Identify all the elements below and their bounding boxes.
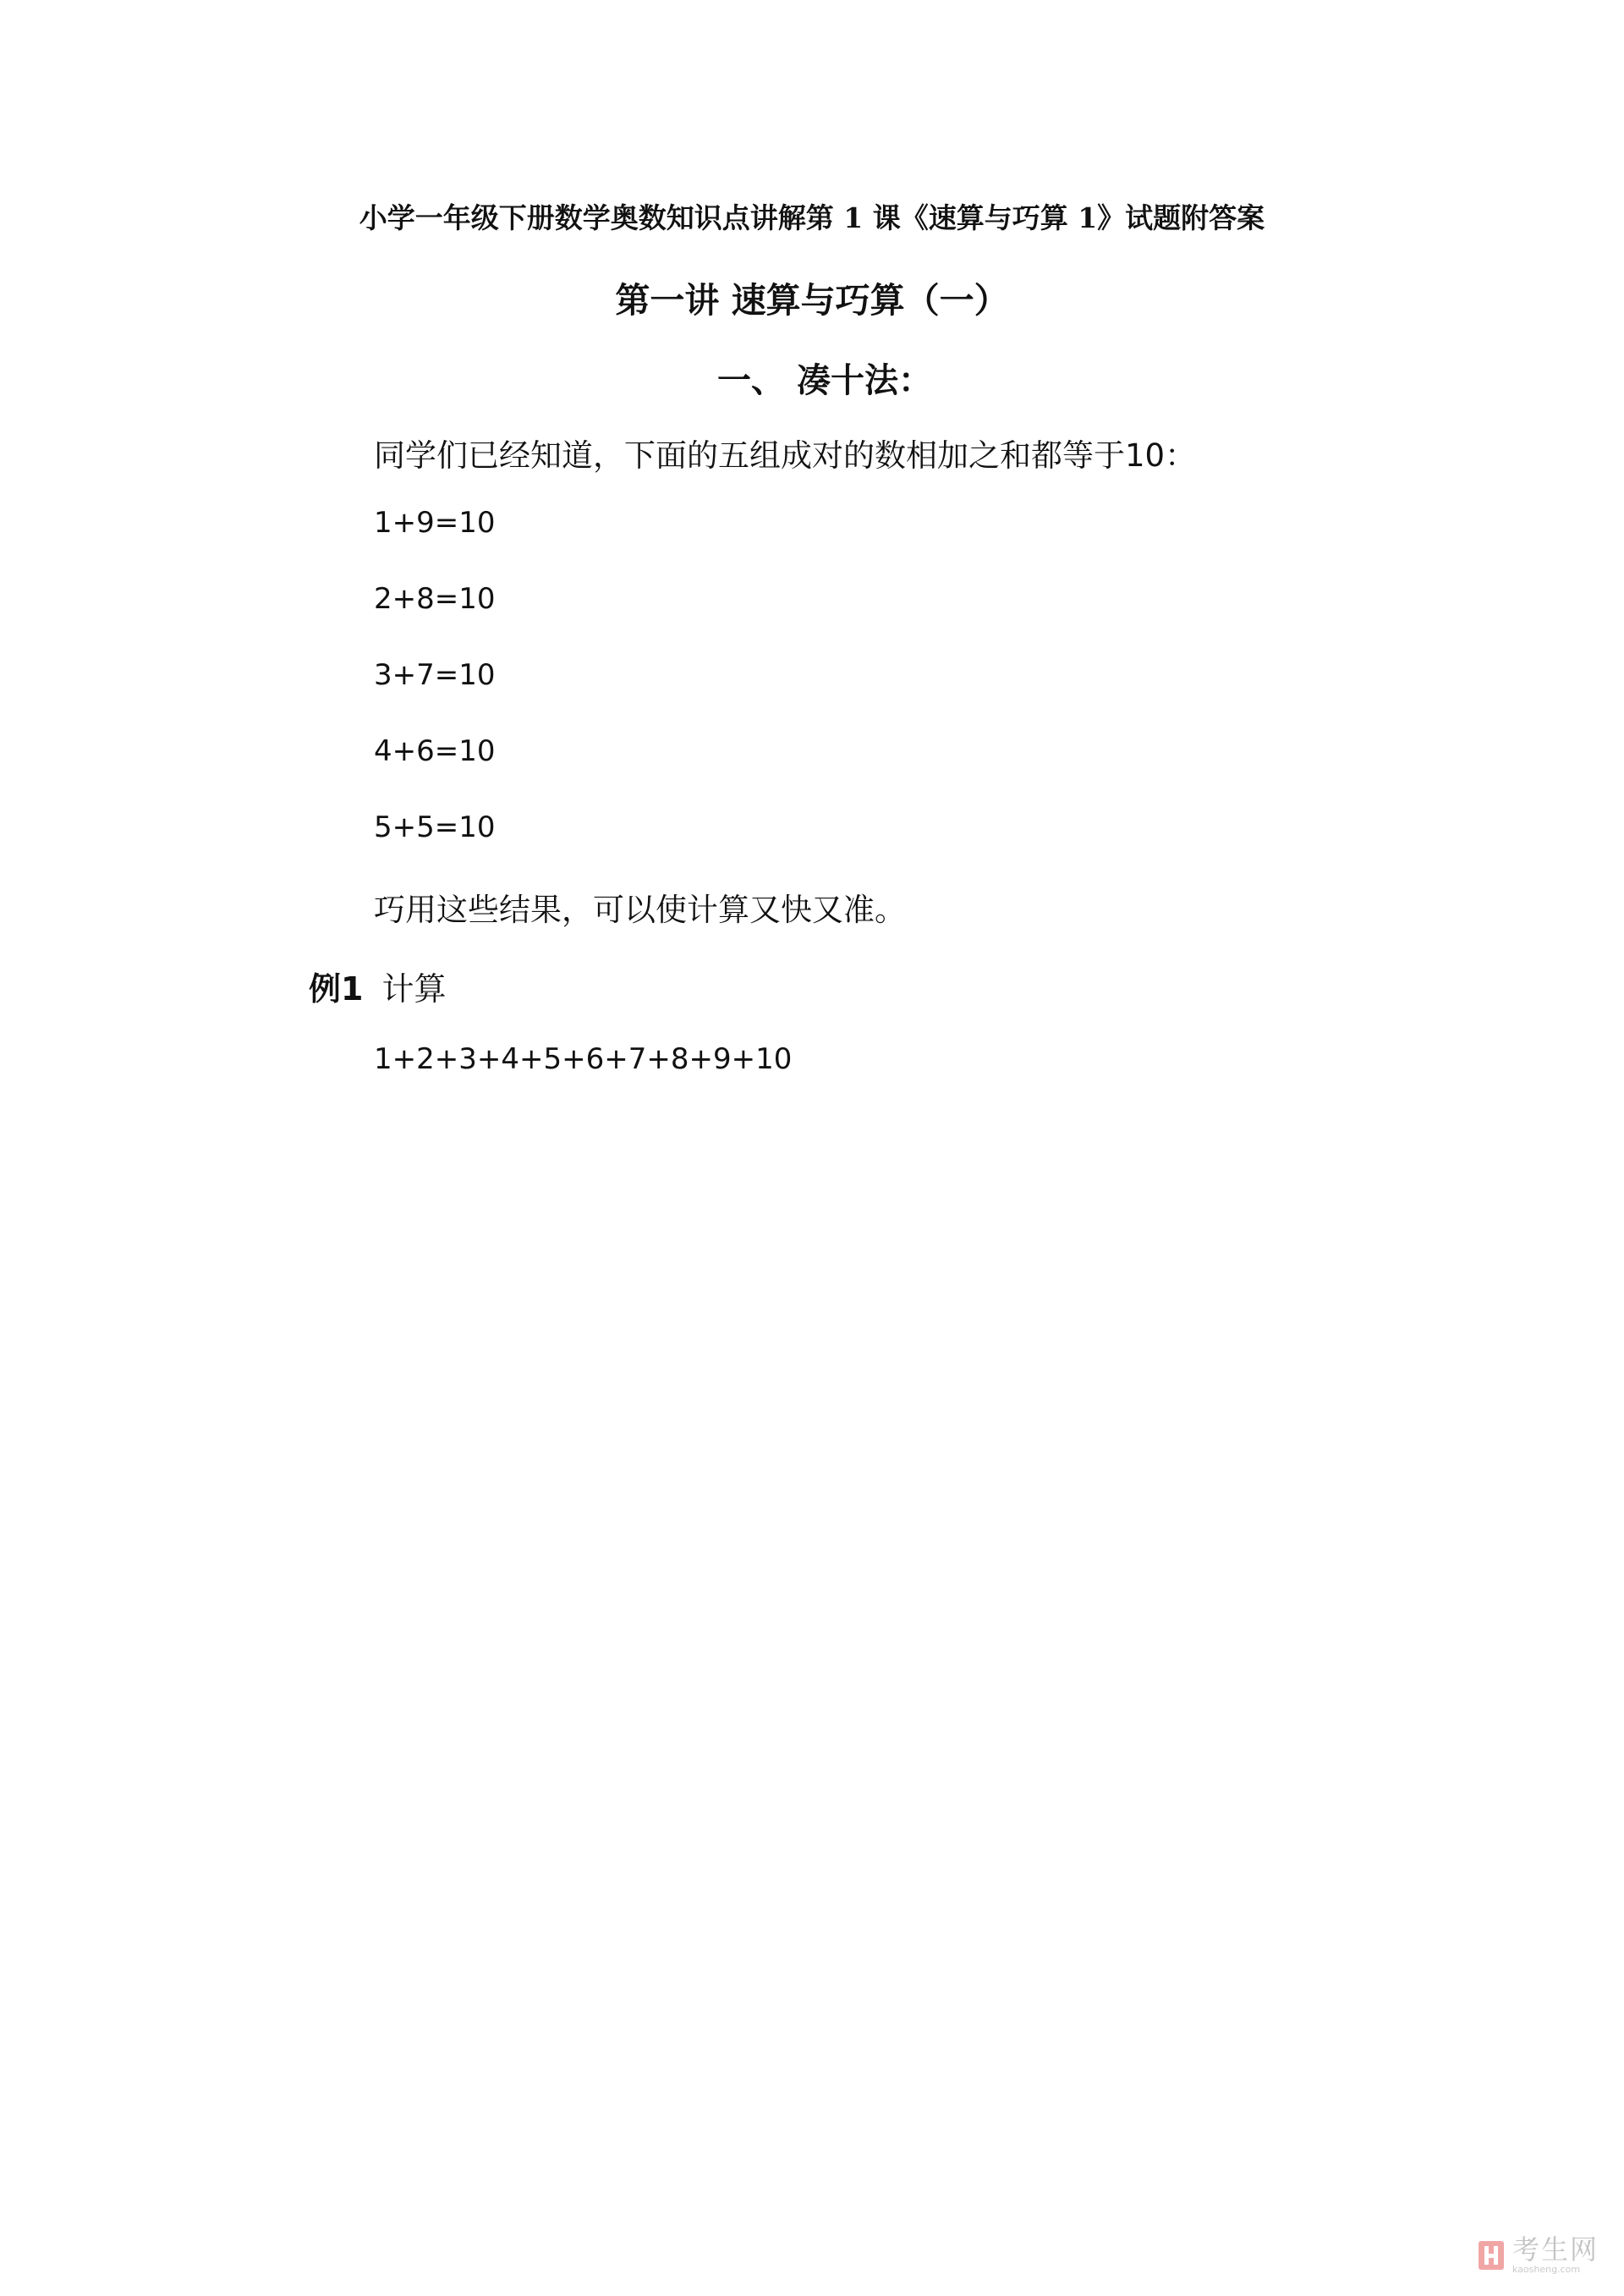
example-text: 计算 xyxy=(381,970,447,1008)
conclusion-paragraph: 巧用这些结果，可以使计算又快又准。 xyxy=(374,892,906,928)
equation-3: 3+7=10 xyxy=(374,658,496,692)
watermark xyxy=(1477,2233,1599,2275)
document-title: 小学一年级下册数学奥数知识点讲解第 1 课《速算与巧算 1》试题附答案 xyxy=(359,201,1265,234)
example-heading xyxy=(309,963,446,1009)
equation-1: 1+9=10 xyxy=(374,506,496,540)
watermark-name: 考生网 xyxy=(1512,2233,1599,2266)
equation-2: 2+8=10 xyxy=(374,582,496,616)
example-expression: 1+2+3+4+5+6+7+8+9+10 xyxy=(374,1042,793,1076)
equation-5: 5+5=10 xyxy=(374,810,496,844)
section-title: 一、 凑十法： xyxy=(717,361,932,400)
equation-4: 4+6=10 xyxy=(374,734,496,768)
intro-paragraph: 同学们已经知道，下面的五组成对的数相加之和都等于10： xyxy=(374,437,1197,474)
lecture-title: 第一讲 速算与巧算（一） xyxy=(615,280,1009,321)
example-label: 例1 xyxy=(309,970,364,1008)
kaosheng-logo-icon xyxy=(1477,2239,1506,2271)
watermark-domain: kaosheng.com xyxy=(1512,2264,1581,2275)
